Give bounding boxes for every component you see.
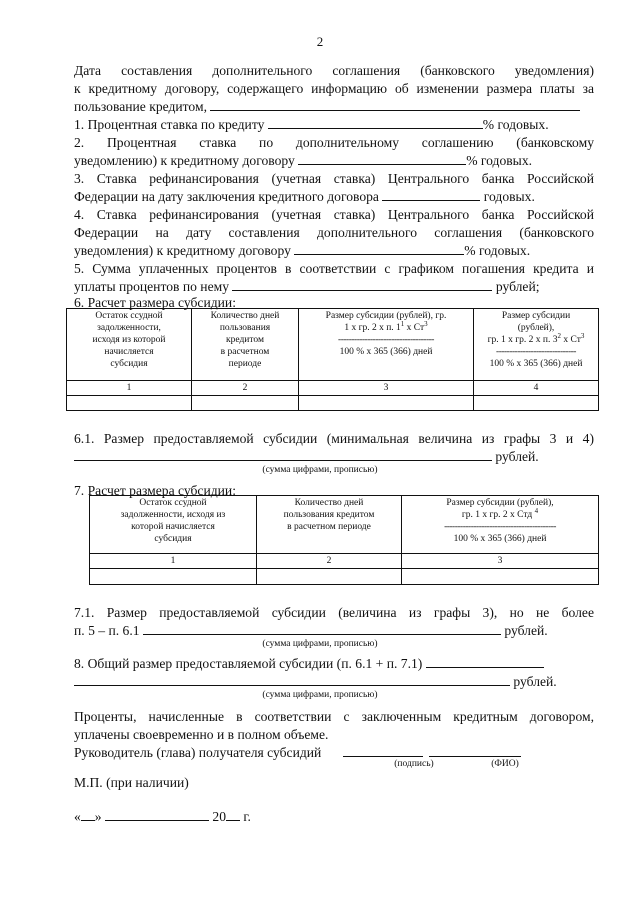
item-3-suffix: годовых.	[483, 189, 535, 204]
item-2-line-1: 2. Процентная ставка по дополнительному соглашению (банковскому	[74, 135, 594, 150]
t6h1-l2: задолженности,	[97, 323, 161, 333]
date-month-field[interactable]	[105, 808, 209, 821]
t7h2-l2: пользования кредитом	[283, 510, 375, 520]
table-6-heading: 6. Расчет размера субсидии:	[74, 295, 236, 310]
signature-caption: (подпись)	[394, 759, 434, 769]
closing-line-1: Проценты, начисленные в соответствии с заключенным кредитным договором,	[74, 709, 594, 724]
t6-col-num-3: 3	[299, 381, 474, 396]
item-6-1-suffix: рублей.	[495, 449, 539, 464]
adjustment-date-field[interactable]	[210, 98, 580, 111]
table-6-header-col-2	[192, 309, 299, 381]
t6h3-l2b: х Ст	[404, 323, 425, 333]
item-5-line-1: 5. Сумма уплаченных процентов в соответствии с графиком погашения кредита и	[74, 261, 594, 276]
t6-col-num-1: 1	[67, 381, 192, 396]
t7h1-l3: которой начисляется	[131, 522, 215, 532]
item-5-text: уплаты процентов по нему	[74, 279, 230, 294]
t6h1-l4: начисляется	[104, 347, 154, 357]
item-5-suffix: рублей;	[495, 279, 540, 294]
t7h1-l2: задолженности, исходя из	[120, 510, 226, 520]
subsidy-table-7	[89, 495, 599, 585]
item-8-suffix: рублей.	[513, 674, 557, 689]
t6h2-l1: Количество дней	[210, 311, 280, 321]
fio-field[interactable]	[429, 744, 521, 757]
t7-col-num-1: 1	[90, 554, 257, 569]
agreement-rate-field[interactable]	[298, 152, 466, 165]
t6h3-l2a: 1 х гр. 2 х п. 1	[344, 323, 401, 333]
t6h2-l4: в расчетном	[220, 347, 270, 357]
t6h4-l3b: х Ст	[561, 335, 581, 345]
table-7-heading: 7. Расчет размера субсидии:	[74, 483, 236, 498]
page-number: 2	[316, 34, 324, 49]
item-4-suffix: % годовых.	[464, 243, 531, 258]
date-close-quote: »	[94, 809, 102, 824]
table-6-header-col-3	[299, 309, 474, 381]
item-8-line-2	[74, 673, 594, 691]
t6h2-l5: периоде	[228, 359, 262, 369]
item-2-suffix: % годовых.	[466, 153, 533, 168]
t6h3-sup2: 3	[424, 319, 428, 328]
item-3-line-1: 3. Ставка рефинансирования (учетная ставка) Центрального банка Российской	[74, 171, 594, 186]
signature-field[interactable]	[343, 744, 423, 757]
table-6-data-row	[67, 396, 599, 411]
item-1-text: 1. Процентная ставка по кредиту	[74, 117, 265, 132]
closing-line-2: уплачены своевременно и в полном объеме.	[74, 727, 329, 742]
t7-cell-1[interactable]	[90, 569, 257, 585]
table-7-header-col-3	[402, 496, 599, 554]
item-8-line-1	[74, 655, 594, 673]
t6-col-num-2: 2	[192, 381, 299, 396]
t6h1-l5: субсидия	[110, 359, 148, 369]
t6h4-sup1: 2	[557, 331, 561, 340]
t7h1-l4: субсидия	[154, 534, 192, 544]
total-subsidy-words-field[interactable]	[74, 673, 510, 686]
t7h2-l1: Количество дней	[294, 498, 364, 508]
table-6-header-col-4	[474, 309, 599, 381]
t7-col-num-3: 3	[402, 554, 599, 569]
item-7-1-line-2	[74, 622, 594, 640]
t7h3-sup: 4	[534, 506, 539, 515]
item-1	[74, 116, 594, 134]
table-7-data-row	[90, 569, 599, 585]
table-7-header-row	[90, 496, 599, 554]
item-8-text: 8. Общий размер предоставляемой субсидии (п. 6.1 + п. 7.1)	[74, 656, 423, 671]
item-7-1-suffix: рублей.	[504, 623, 548, 638]
t6h1-l1: Остаток ссудной	[95, 311, 163, 321]
interest-paid-field[interactable]	[232, 278, 492, 291]
item-3-text: Федерации на дату заключения кредитного договора	[74, 189, 379, 204]
date-open-quote: «	[74, 809, 81, 824]
table-6-number-row	[67, 381, 599, 396]
t7h3-denominator: 100 % х 365 (366) дней	[453, 534, 547, 544]
refinancing-rate-contract-field[interactable]	[382, 188, 480, 201]
table-6-header-col-1	[67, 309, 192, 381]
item-6-1-caption: (сумма цифрами, прописью)	[262, 465, 378, 475]
intro-line-1: Дата составления дополнительного соглашения (банковского уведомления)	[74, 63, 594, 78]
table-7-number-row	[90, 554, 599, 569]
item-1-suffix: % годовых.	[482, 117, 549, 132]
t6h4-l1: Размер субсидии	[501, 311, 571, 321]
t6h3-sup1: 1	[400, 319, 405, 328]
table-7-header-col-1	[90, 496, 257, 554]
item-2-line-2	[74, 152, 594, 170]
t6-cell-1[interactable]	[67, 396, 192, 411]
refinancing-rate-agreement-field[interactable]	[294, 242, 464, 255]
t6h3-l2	[301, 319, 471, 334]
fio-caption: (ФИО)	[491, 759, 519, 769]
t6-cell-2[interactable]	[192, 396, 299, 411]
date-line	[74, 808, 594, 826]
t6-cell-3[interactable]	[299, 396, 474, 411]
t6h3-fraction-line: ------------------------------------	[338, 335, 434, 345]
subsidy-table-6	[66, 308, 599, 411]
t6h4-l2: (рублей),	[517, 323, 555, 333]
intro-line-3	[74, 98, 594, 116]
table-6-header-row	[67, 309, 599, 381]
t6h4-fraction-line: ------------------------------	[496, 347, 576, 357]
t7-col-num-2: 2	[257, 554, 402, 569]
t6-col-num-4: 4	[474, 381, 599, 396]
t6h4-l3	[476, 331, 596, 346]
item-7-1-text: п. 5 – п. 6.1	[74, 623, 140, 638]
item-4-text: уведомления) к кредитному договору	[74, 243, 291, 258]
t7h2-l3: в расчетном периоде	[287, 522, 371, 532]
item-4-line-2: Федерации на дату составления дополнительного соглашения (банковского	[74, 225, 594, 240]
t7h1-l1: Остаток ссудной	[139, 498, 207, 508]
date-year-prefix: 20	[212, 809, 226, 824]
loan-rate-field[interactable]	[268, 116, 483, 129]
item-7-1-caption: (сумма цифрами, прописью)	[262, 639, 378, 649]
t6h4-denominator: 100 % х 365 (366) дней	[489, 359, 583, 369]
subsidy-61-amount-field[interactable]	[74, 448, 492, 461]
item-2-text: уведомлению) к кредитному договору	[74, 153, 295, 168]
t6h2-l2: пользования	[219, 323, 271, 333]
item-4-line-1: 4. Ставка рефинансирования (учетная ставка) Центрального банка Российской	[74, 207, 594, 222]
t7h3-l2a: гр. 1 х гр. 2 х Стд	[461, 510, 533, 520]
t7-cell-3[interactable]	[402, 569, 599, 585]
item-7-1-line-1: 7.1. Размер предоставляемой субсидии (величина из графы 3), но не более	[74, 605, 594, 620]
item-8-caption: (сумма цифрами, прописью)	[262, 690, 378, 700]
intro-line-2: к кредитному договору, содержащего информацию об изменении размера платы за	[74, 81, 594, 96]
t6-cell-4[interactable]	[474, 396, 599, 411]
t6h2-l3: кредитом	[226, 335, 264, 345]
intro-line-3-text: пользование кредитом,	[74, 99, 207, 114]
t6h3-l1: Размер субсидии (рублей), гр.	[325, 311, 447, 321]
table-7-header-col-2	[257, 496, 402, 554]
t7h3-fraction-line: ------------------------------------------	[444, 522, 556, 532]
t6h4-l3a: гр. 1 х гр. 2 х п. 3	[487, 335, 558, 345]
signature-label: Руководитель (глава) получателя субсидий	[74, 745, 322, 760]
t6h3-denominator: 100 % х 365 (366) дней	[339, 347, 433, 357]
item-6-1-line-1: 6.1. Размер предоставляемой субсидии (минимальная величина из графы 3 и 4)	[74, 431, 594, 446]
date-year-suffix: г.	[243, 809, 251, 824]
item-4-line-3	[74, 242, 594, 260]
t6h4-sup2: 3	[580, 331, 585, 340]
stamp-note: М.П. (при наличии)	[74, 775, 189, 790]
t6h1-l3: исходя из которой	[92, 335, 166, 345]
date-day-field[interactable]	[81, 808, 95, 821]
t7h3-l2	[404, 506, 596, 521]
t7-cell-2[interactable]	[257, 569, 402, 585]
item-3-line-2	[74, 188, 594, 206]
item-6-1-line-2	[74, 448, 594, 466]
date-year-field[interactable]	[226, 808, 240, 821]
total-subsidy-field[interactable]	[426, 655, 544, 668]
t7h3-l1: Размер субсидии (рублей),	[446, 498, 554, 508]
subsidy-71-amount-field[interactable]	[143, 622, 501, 635]
